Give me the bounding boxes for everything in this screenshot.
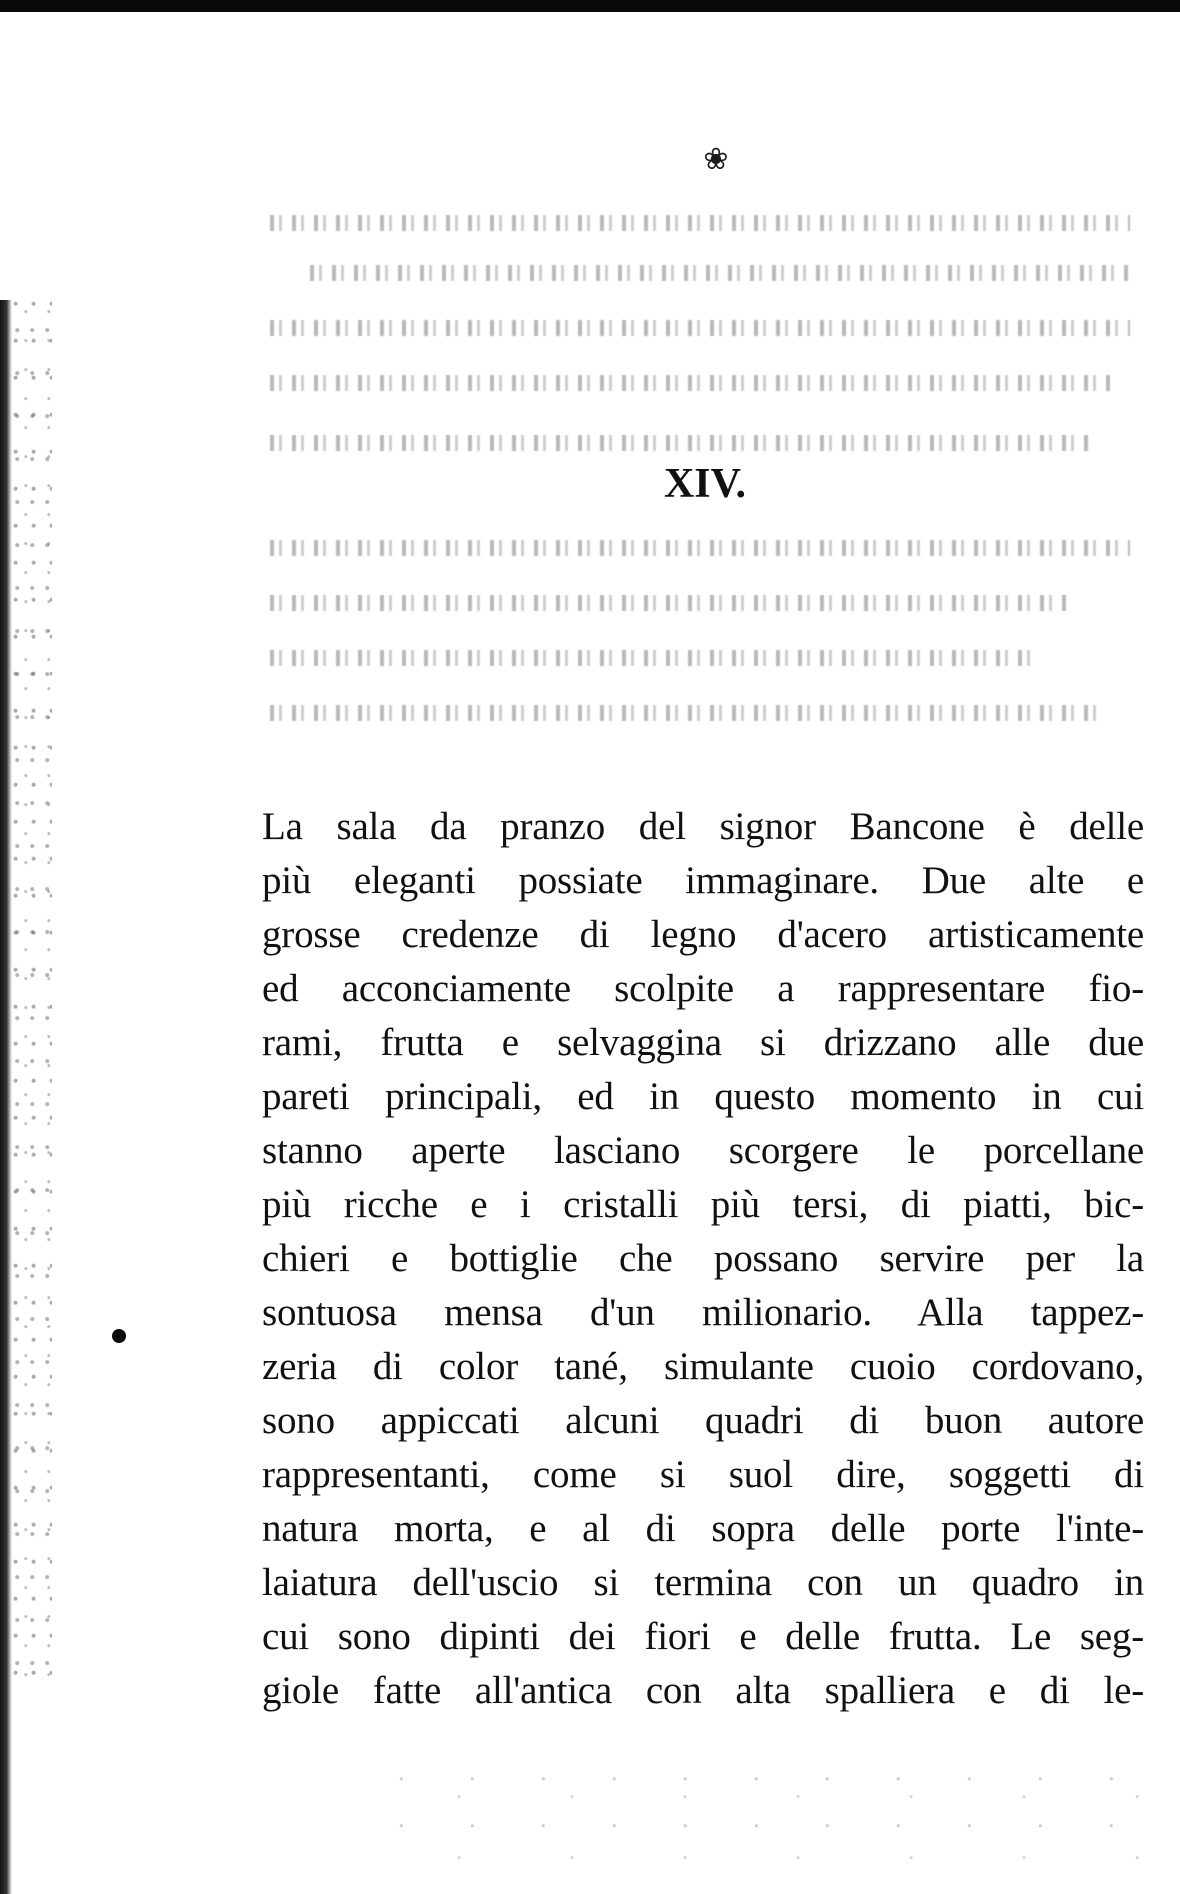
bleed-line	[270, 595, 1070, 611]
paragraph-line: grosse credenze di legno d'acero artisticamente	[262, 913, 1144, 956]
scan-top-border	[0, 0, 1180, 12]
margin-ink-dot	[112, 1329, 126, 1343]
bleed-line	[270, 435, 1090, 451]
paragraph-line: chieri e bottiglie che possano servire per la	[262, 1237, 1144, 1280]
bleed-line	[270, 540, 1130, 556]
chapter-paragraph	[262, 800, 1144, 1718]
paragraph-line: sontuosa mensa d'un milionario. Alla tappez-	[262, 1291, 1144, 1334]
scan-noise	[380, 1760, 1140, 1860]
paragraph-line: laiatura dell'uscio si termina con un quadro in	[262, 1561, 1144, 1604]
paragraph-line: rami, frutta e selvaggina si drizzano alle due	[262, 1021, 1144, 1064]
bleed-line	[270, 705, 1100, 721]
page-binding-edge	[0, 300, 12, 1894]
paragraph-line: pareti principali, ed in questo momento in cui	[262, 1075, 1144, 1118]
paragraph-line: rappresentanti, come si suol dire, soggetti di	[262, 1453, 1144, 1496]
paragraph-line: più eleganti possiate immaginare. Due alte e	[262, 859, 1144, 902]
chapter-number: XIV.	[663, 461, 747, 507]
paragraph-line: giole fatte all'antica con alta spalliera e di le-	[262, 1669, 1144, 1712]
paragraph-line: zeria di color tané, simulante cuoio cordovano,	[262, 1345, 1144, 1388]
paragraph-line: ed acconciamente scolpite a rappresentare fio-	[262, 967, 1144, 1010]
bleed-line	[270, 650, 1040, 666]
paragraph-line: cui sono dipinti dei fiori e delle frutta. Le seg-	[262, 1615, 1144, 1658]
paragraph-line: stanno aperte lasciano scorgere le porcellane	[262, 1129, 1144, 1172]
bleed-line	[270, 375, 1110, 391]
scan-speckle	[12, 300, 52, 1700]
paragraph-line: sono appiccati alcuni quadri di buon autore	[262, 1399, 1144, 1442]
bleed-line	[270, 215, 1130, 231]
bleed-line	[310, 265, 1130, 281]
paragraph-line: La sala da pranzo del signor Bancone è delle	[262, 805, 1144, 848]
paragraph-line: natura morta, e al di sopra delle porte l'inte-	[262, 1507, 1144, 1550]
paragraph-line: più ricche e i cristalli più tersi, di piatti, bic-	[262, 1183, 1144, 1226]
floral-ornament-icon: ❀	[703, 143, 729, 176]
bleed-line	[270, 320, 1130, 336]
